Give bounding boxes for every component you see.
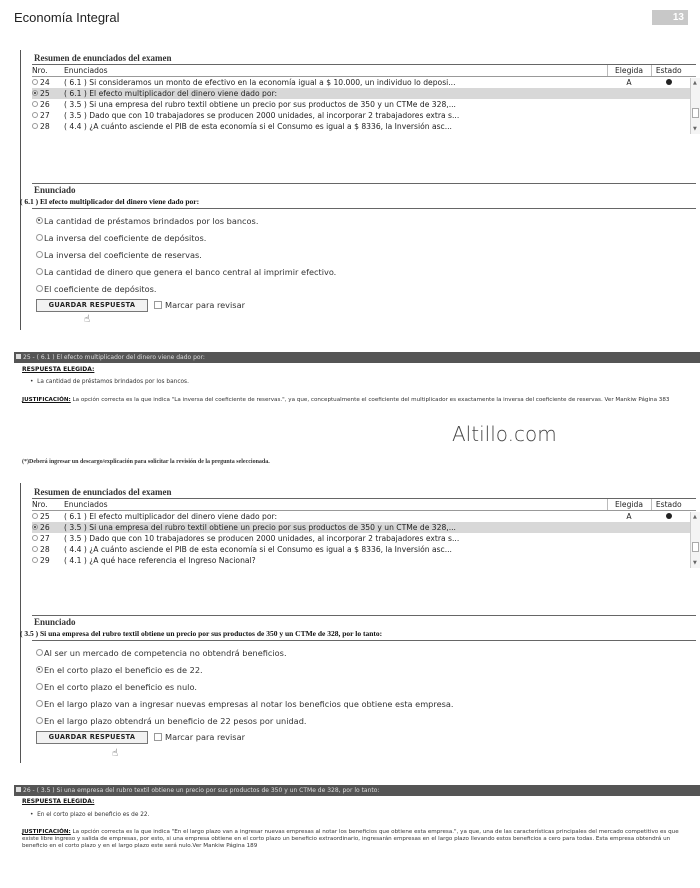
row-text: ( 3.5 ) Si una empresa del rubro textil obtiene un precio por sus productos de 350 y un CTMe de 328,... bbox=[64, 100, 456, 109]
row-radio-icon[interactable] bbox=[32, 524, 38, 530]
row-number-text: 27 bbox=[40, 534, 50, 543]
row-number[interactable] bbox=[32, 555, 64, 566]
question-panel-2 bbox=[20, 615, 700, 746]
list-scrollbar[interactable] bbox=[690, 512, 700, 568]
table-row[interactable] bbox=[32, 511, 696, 523]
option-label: El coeficiente de depósitos. bbox=[44, 284, 157, 294]
col-estado: Estado bbox=[651, 65, 686, 77]
option-label: La inversa del coeficiente de reservas. bbox=[44, 250, 202, 260]
row-number[interactable] bbox=[32, 511, 64, 523]
chosen-answer: • La cantidad de préstamos brindados por los bancos. bbox=[30, 379, 189, 385]
chosen-answer-text: La cantidad de préstamos brindados por los bancos. bbox=[37, 379, 189, 385]
table-row[interactable] bbox=[32, 99, 696, 110]
answer-option[interactable] bbox=[20, 696, 700, 713]
answer-option[interactable] bbox=[20, 264, 700, 281]
row-estado bbox=[651, 88, 686, 99]
square-icon bbox=[16, 354, 21, 359]
scroll-up-icon[interactable]: ▲ bbox=[693, 514, 697, 520]
scroll-thumb[interactable] bbox=[692, 108, 699, 118]
row-elegida: A bbox=[626, 78, 632, 87]
row-text: ( 4.4 ) ¿A cuánto asciende el PIB de esta economía si el Consumo es igual a $ 8336, la Inversión asc... bbox=[64, 122, 452, 131]
row-elegida bbox=[607, 533, 651, 544]
row-number[interactable] bbox=[32, 544, 64, 555]
col-enunciados: Enunciados bbox=[64, 65, 607, 77]
table-row[interactable] bbox=[32, 121, 696, 132]
row-radio-icon[interactable] bbox=[32, 546, 38, 552]
option-radio-icon[interactable] bbox=[36, 217, 43, 224]
option-radio-icon[interactable] bbox=[36, 649, 43, 656]
row-elegida bbox=[607, 110, 651, 121]
summary-title: Resumen de enunciados del examen bbox=[34, 487, 172, 497]
row-number[interactable] bbox=[32, 533, 64, 544]
row-elegida bbox=[607, 555, 651, 566]
row-number-text: 26 bbox=[40, 100, 50, 109]
answer-bar-text: 26 - ( 3.5 ) Si una empresa del rubro textil obtiene un precio por sus productos de 350 y un CTMe de 328, por lo tanto: bbox=[23, 787, 380, 794]
response-heading: RESPUESTA ELEGIDA: bbox=[22, 366, 95, 373]
row-radio-icon[interactable] bbox=[32, 101, 38, 107]
review-label: Marcar para revisar bbox=[165, 732, 245, 742]
option-radio-icon[interactable] bbox=[36, 666, 43, 673]
status-dot-icon bbox=[666, 513, 672, 519]
row-number-text: 28 bbox=[40, 545, 50, 554]
table-row[interactable] bbox=[32, 88, 696, 99]
col-elegida: Elegida bbox=[607, 65, 651, 77]
table-row[interactable] bbox=[32, 77, 696, 89]
square-icon bbox=[16, 787, 21, 792]
row-number-text: 25 bbox=[40, 512, 50, 521]
page-header bbox=[0, 0, 700, 32]
table-row[interactable] bbox=[32, 110, 696, 121]
answer-option[interactable] bbox=[20, 247, 700, 264]
row-radio-icon[interactable] bbox=[32, 557, 38, 563]
row-estado bbox=[651, 522, 686, 533]
row-number[interactable] bbox=[32, 77, 64, 89]
row-elegida bbox=[607, 99, 651, 110]
option-label: La cantidad de préstamos brindados por los bancos. bbox=[44, 216, 259, 226]
options-list bbox=[20, 213, 700, 298]
row-number-text: 26 bbox=[40, 523, 50, 532]
row-estado bbox=[651, 121, 686, 132]
row-radio-icon[interactable] bbox=[32, 112, 38, 118]
col-nro: Nro. bbox=[32, 499, 64, 511]
col-scroll bbox=[686, 65, 696, 77]
enunciado-title: Enunciado bbox=[34, 617, 76, 627]
save-answer-button[interactable]: GUARDAR RESPUESTA bbox=[36, 731, 148, 744]
option-label: La inversa del coeficiente de depósitos. bbox=[44, 233, 207, 243]
justification bbox=[22, 829, 682, 850]
option-label: En el largo plazo obtendrá un beneficio de 22 pesos por unidad. bbox=[44, 716, 307, 726]
chosen-answer: • En el corto plazo el beneficio es de 22. bbox=[30, 812, 150, 818]
row-text: ( 6.1 ) Si consideramos un monto de efectivo en la economía igual a $ 10.000, un individuo lo deposi... bbox=[64, 78, 456, 87]
scroll-down-icon[interactable]: ▼ bbox=[693, 126, 697, 132]
option-radio-icon[interactable] bbox=[36, 285, 43, 292]
response-heading: RESPUESTA ELEGIDA: bbox=[22, 798, 95, 805]
review-checkbox[interactable] bbox=[154, 301, 162, 309]
question-text: ( 6.1 ) El efecto multiplicador del dinero viene dado por: bbox=[20, 197, 200, 206]
row-radio-icon[interactable] bbox=[32, 513, 38, 519]
option-radio-icon[interactable] bbox=[36, 251, 43, 258]
option-label: En el corto plazo el beneficio es nulo. bbox=[44, 682, 197, 692]
options-list bbox=[20, 645, 700, 730]
summary-table bbox=[32, 65, 696, 132]
col-nro: Nro. bbox=[32, 65, 64, 77]
option-label: En el largo plazo van a ingresar nuevas empresas al notar los beneficios que obtiene esta empresa. bbox=[44, 699, 454, 709]
table-row[interactable] bbox=[32, 522, 696, 533]
summary-panel-2 bbox=[20, 486, 700, 566]
answer-option[interactable] bbox=[20, 645, 700, 662]
answer-option[interactable] bbox=[20, 281, 700, 298]
table-row[interactable] bbox=[32, 544, 696, 555]
col-elegida: Elegida bbox=[607, 499, 651, 511]
review-label: Marcar para revisar bbox=[165, 300, 245, 310]
row-radio-icon[interactable] bbox=[32, 535, 38, 541]
question-panel-1 bbox=[20, 183, 700, 314]
col-scroll bbox=[686, 499, 696, 511]
row-text: ( 4.1 ) ¿A qué hace referencia el Ingreso Nacional? bbox=[64, 556, 256, 565]
row-number[interactable] bbox=[32, 121, 64, 132]
row-text: ( 6.1 ) El efecto multiplicador del dinero viene dado por: bbox=[64, 512, 278, 521]
answer-option[interactable] bbox=[20, 230, 700, 247]
table-row[interactable] bbox=[32, 533, 696, 544]
note-text: (*)Deberá ingresar un descargo/explicación para solicitar la revisión de la pregunta seleccionada. bbox=[22, 459, 270, 465]
row-radio-icon[interactable] bbox=[32, 79, 38, 85]
answer-option[interactable] bbox=[20, 213, 700, 230]
option-radio-icon[interactable] bbox=[36, 700, 43, 707]
row-elegida: A bbox=[626, 512, 632, 521]
row-estado bbox=[651, 110, 686, 121]
option-label: La cantidad de dinero que genera el banco central al imprimir efectivo. bbox=[44, 267, 337, 277]
action-row bbox=[20, 730, 700, 746]
row-estado bbox=[651, 555, 686, 566]
option-radio-icon[interactable] bbox=[36, 717, 43, 724]
scroll-up-icon[interactable]: ▲ bbox=[693, 80, 697, 86]
summary-title: Resumen de enunciados del examen bbox=[34, 53, 172, 63]
row-text: ( 3.5 ) Dado que con 10 trabajadores se producen 2000 unidades, al incorporar 2 trabajadores extra s... bbox=[64, 111, 460, 120]
answer-bar-text: 25 - ( 6.1 ) El efecto multiplicador del dinero viene dado por: bbox=[23, 354, 205, 361]
scroll-thumb[interactable] bbox=[692, 542, 699, 552]
row-number-text: 25 bbox=[40, 89, 50, 98]
enunciado-title: Enunciado bbox=[34, 185, 76, 195]
page-title: Economía Integral bbox=[14, 10, 120, 25]
option-radio-icon[interactable] bbox=[36, 683, 43, 690]
row-estado bbox=[651, 544, 686, 555]
row-number[interactable] bbox=[32, 88, 64, 99]
row-estado bbox=[651, 511, 686, 523]
divider bbox=[32, 640, 696, 641]
option-radio-icon[interactable] bbox=[36, 234, 43, 241]
justification-text: La opción correcta es la que indica "En el largo plazo van a ingresar nuevas empresas al notar los beneficios que obtiene esta empresa.", ya que, una de las características principales del mercado competitivo es que existe libre ingreso y salida de empresas, por esto, si una empresa obtiene en el corto plazo un beneficio extraordinario, ingresarán empresas en el largo plazo llevando estos beneficios a cero para todas. Esta empresa obtendrá un beneficio en el corto plazo y en el largo plazo este será nulo.Ver Mankiw Página 189 bbox=[22, 829, 679, 849]
answer-option[interactable] bbox=[20, 679, 700, 696]
summary-panel-1 bbox=[20, 52, 700, 132]
row-number-text: 24 bbox=[40, 78, 50, 87]
row-radio-icon[interactable] bbox=[32, 123, 38, 129]
justification-label: JUSTIFICACIÓN: bbox=[22, 829, 71, 835]
justification-text: La opción correcta es la que indica "La inversa del coeficiente de reservas.", ya que, conceptualmente el coeficiente del multiplicador es exactamente la inversa del coeficiente de reservas. Ver Mankiw Página 383 bbox=[70, 397, 670, 403]
row-estado bbox=[651, 77, 686, 89]
watermark: Altillo.com bbox=[452, 422, 557, 446]
answer-bar bbox=[14, 352, 700, 363]
answer-bar bbox=[14, 785, 700, 796]
question-text: ( 3.5 ) Si una empresa del rubro textil obtiene un precio por sus productos de 350 y un CTMe de 328, por lo tanto: bbox=[20, 629, 383, 638]
row-number[interactable] bbox=[32, 110, 64, 121]
row-elegida bbox=[607, 121, 651, 132]
divider bbox=[32, 208, 696, 209]
row-radio-icon[interactable] bbox=[32, 90, 38, 96]
row-text: ( 4.4 ) ¿A cuánto asciende el PIB de esta economía si el Consumo es igual a $ 8336, la Inversión asc... bbox=[64, 545, 452, 554]
action-row bbox=[20, 298, 700, 314]
row-number-text: 28 bbox=[40, 122, 50, 131]
review-checkbox[interactable] bbox=[154, 733, 162, 741]
row-elegida bbox=[607, 544, 651, 555]
col-estado: Estado bbox=[651, 499, 686, 511]
justification-label: JUSTIFICACIÓN: bbox=[22, 397, 71, 403]
page-number: 13 bbox=[652, 10, 688, 25]
scroll-down-icon[interactable]: ▼ bbox=[693, 560, 697, 566]
table-row[interactable] bbox=[32, 555, 696, 566]
row-number[interactable] bbox=[32, 99, 64, 110]
option-label: En el corto plazo el beneficio es de 22. bbox=[44, 665, 203, 675]
save-answer-button[interactable]: GUARDAR RESPUESTA bbox=[36, 299, 148, 312]
hand-cursor-icon: ☝ bbox=[84, 314, 91, 325]
row-estado bbox=[651, 533, 686, 544]
row-number-text: 27 bbox=[40, 111, 50, 120]
row-number[interactable] bbox=[32, 522, 64, 533]
row-text: ( 6.1 ) El efecto multiplicador del dinero viene dado por: bbox=[64, 88, 607, 99]
row-number-text: 29 bbox=[40, 556, 50, 565]
option-radio-icon[interactable] bbox=[36, 268, 43, 275]
row-text: ( 3.5 ) Si una empresa del rubro textil obtiene un precio por sus productos de 350 y un CTMe de 328,... bbox=[64, 522, 607, 533]
row-elegida bbox=[607, 522, 651, 533]
answer-option[interactable] bbox=[20, 713, 700, 730]
answer-option[interactable] bbox=[20, 662, 700, 679]
chosen-answer-text: En el corto plazo el beneficio es de 22. bbox=[37, 812, 150, 818]
status-dot-icon bbox=[666, 79, 672, 85]
row-text: ( 3.5 ) Dado que con 10 trabajadores se producen 2000 unidades, al incorporar 2 trabajadores extra s... bbox=[64, 534, 460, 543]
list-scrollbar[interactable] bbox=[690, 78, 700, 134]
option-label: Al ser un mercado de competencia no obtendrá beneficios. bbox=[44, 648, 287, 658]
hand-cursor-icon: ☝ bbox=[112, 748, 119, 759]
row-elegida bbox=[607, 88, 651, 99]
row-estado bbox=[651, 99, 686, 110]
summary-table bbox=[32, 499, 696, 566]
justification bbox=[22, 397, 682, 404]
col-enunciados: Enunciados bbox=[64, 499, 607, 511]
